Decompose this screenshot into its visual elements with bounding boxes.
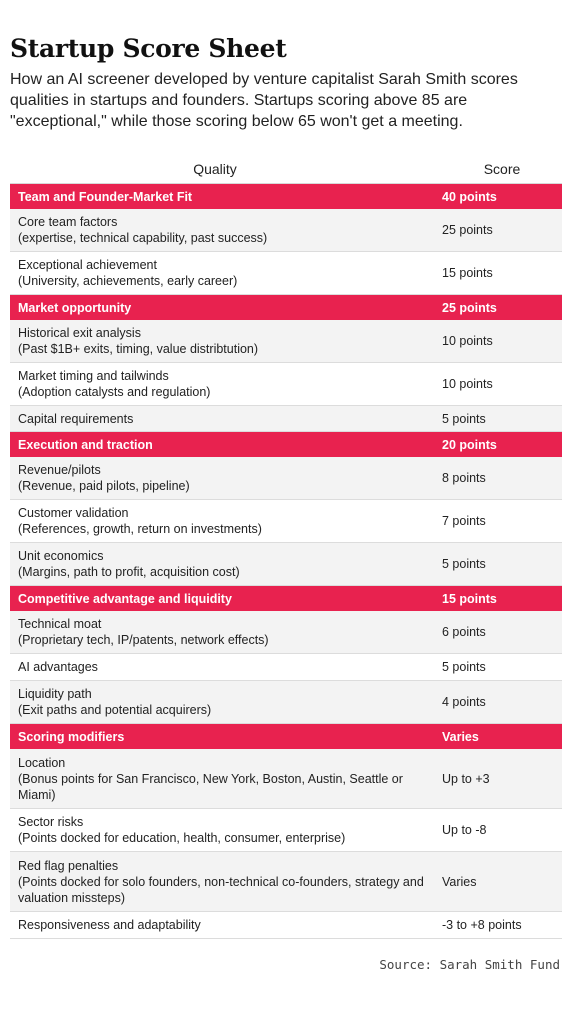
section-score: 20 points [442, 437, 497, 452]
section-score: 15 points [442, 591, 497, 606]
section-label [10, 300, 442, 316]
quality-name: Liquidity path [18, 687, 92, 701]
quality-name: Historical exit analysis [18, 326, 141, 340]
score-cell: 10 points [442, 334, 493, 348]
table-row [10, 320, 562, 363]
page-subtitle: How an AI screener developed by venture capitalist Sarah Smith scores qualities in startups and founders. Startups scoring above 85 are "exceptional," while those scoring below 65 won't get a meeting. [10, 71, 518, 130]
section-label [10, 591, 442, 607]
column-header-score: Score [483, 160, 521, 177]
quality-cell [10, 686, 442, 718]
table-row [10, 611, 562, 654]
table-row [10, 252, 562, 295]
quality-detail: (Past $1B+ exits, timing, value distribtution) [18, 342, 259, 356]
quality-name: Unit economics [18, 549, 104, 563]
table-row [10, 209, 562, 252]
page-title: Startup Score Sheet [10, 34, 287, 63]
section-score: 25 points [442, 300, 497, 315]
score-cell: Up to +3 [442, 771, 490, 786]
section-row [10, 586, 562, 611]
section-score: 40 points [442, 189, 497, 204]
table-header [10, 154, 562, 184]
section-row [10, 184, 562, 209]
quality-detail: (Adoption catalysts and regulation) [18, 385, 211, 399]
section-title: Execution and traction [18, 437, 153, 452]
score-cell: -3 to +8 points [442, 918, 522, 932]
quality-cell [10, 616, 442, 648]
quality-cell [10, 214, 442, 246]
quality-detail: (Proprietary tech, IP/patents, network effects) [18, 633, 269, 647]
score-cell: 4 points [442, 695, 486, 709]
quality-name: Customer validation [18, 506, 129, 520]
quality-name: Core team factors [18, 215, 118, 229]
quality-cell [10, 411, 442, 427]
quality-cell [10, 325, 442, 357]
quality-detail: (expertise, technical capability, past success) [18, 231, 268, 245]
table-row [10, 852, 562, 912]
score-cell: 8 points [442, 471, 486, 485]
table-row [10, 654, 562, 681]
score-cell: 6 points [442, 625, 486, 639]
score-cell: 10 points [442, 377, 493, 391]
section-label [10, 189, 442, 205]
table-row [10, 457, 562, 500]
quality-name: Responsiveness and adaptability [18, 918, 201, 932]
table-row [10, 500, 562, 543]
score-table [10, 184, 562, 939]
quality-detail: (Points docked for education, health, consumer, enterprise) [18, 831, 346, 845]
table-row [10, 912, 562, 939]
quality-cell [10, 462, 442, 494]
quality-cell [10, 505, 442, 537]
quality-detail: (Exit paths and potential acquirers) [18, 703, 212, 717]
table-row [10, 809, 562, 852]
quality-detail: (Revenue, paid pilots, pipeline) [18, 479, 190, 493]
quality-name: Revenue/pilots [18, 463, 101, 477]
quality-detail: (References, growth, return on investments) [18, 522, 262, 536]
quality-name: Market timing and tailwinds [18, 369, 169, 383]
quality-cell [10, 917, 442, 933]
section-row [10, 432, 562, 457]
section-label [10, 437, 442, 453]
score-cell: 5 points [442, 660, 486, 674]
score-cell: 15 points [442, 266, 493, 280]
quality-cell [10, 548, 442, 580]
table-row [10, 749, 562, 809]
score-cell: 5 points [442, 411, 486, 426]
quality-name: AI advantages [18, 660, 98, 674]
section-title: Competitive advantage and liquidity [18, 591, 232, 606]
quality-cell [10, 368, 442, 400]
section-label [10, 729, 442, 745]
section-title: Market opportunity [18, 300, 132, 315]
quality-cell [10, 659, 442, 675]
section-row [10, 724, 562, 749]
score-cell: 7 points [442, 514, 486, 528]
table-row [10, 363, 562, 406]
quality-name: Exceptional achievement [18, 258, 157, 272]
score-cell: 5 points [442, 557, 486, 571]
quality-name: Technical moat [18, 617, 102, 631]
quality-cell [10, 858, 442, 906]
quality-detail: (Points docked for solo founders, non-technical co-founders, strategy and valuation missteps) [18, 874, 424, 905]
quality-name: Sector risks [18, 815, 84, 829]
table-row [10, 543, 562, 586]
table-row [10, 681, 562, 724]
section-score: Varies [442, 729, 479, 744]
section-title: Team and Founder-Market Fit [18, 189, 193, 204]
section-row [10, 295, 562, 320]
quality-detail: (University, achievements, early career) [18, 274, 238, 288]
score-cell: Varies [442, 874, 477, 889]
section-title: Scoring modifiers [18, 729, 125, 744]
quality-name: Location [18, 755, 66, 770]
quality-cell [10, 755, 442, 803]
table-row [10, 406, 562, 432]
quality-name: Capital requirements [18, 411, 134, 426]
quality-detail: (Bonus points for San Francisco, New York, Boston, Austin, Seattle or Miami) [18, 771, 403, 802]
source-note: Source: Sarah Smith Fund [379, 957, 560, 972]
quality-detail: (Margins, path to profit, acquisition cost) [18, 565, 240, 579]
column-header-quality: Quality [193, 160, 237, 177]
quality-name: Red flag penalties [18, 858, 119, 873]
score-cell: 25 points [442, 223, 493, 237]
quality-cell [10, 814, 442, 846]
quality-cell [10, 257, 442, 289]
score-cell: Up to -8 [442, 823, 487, 837]
